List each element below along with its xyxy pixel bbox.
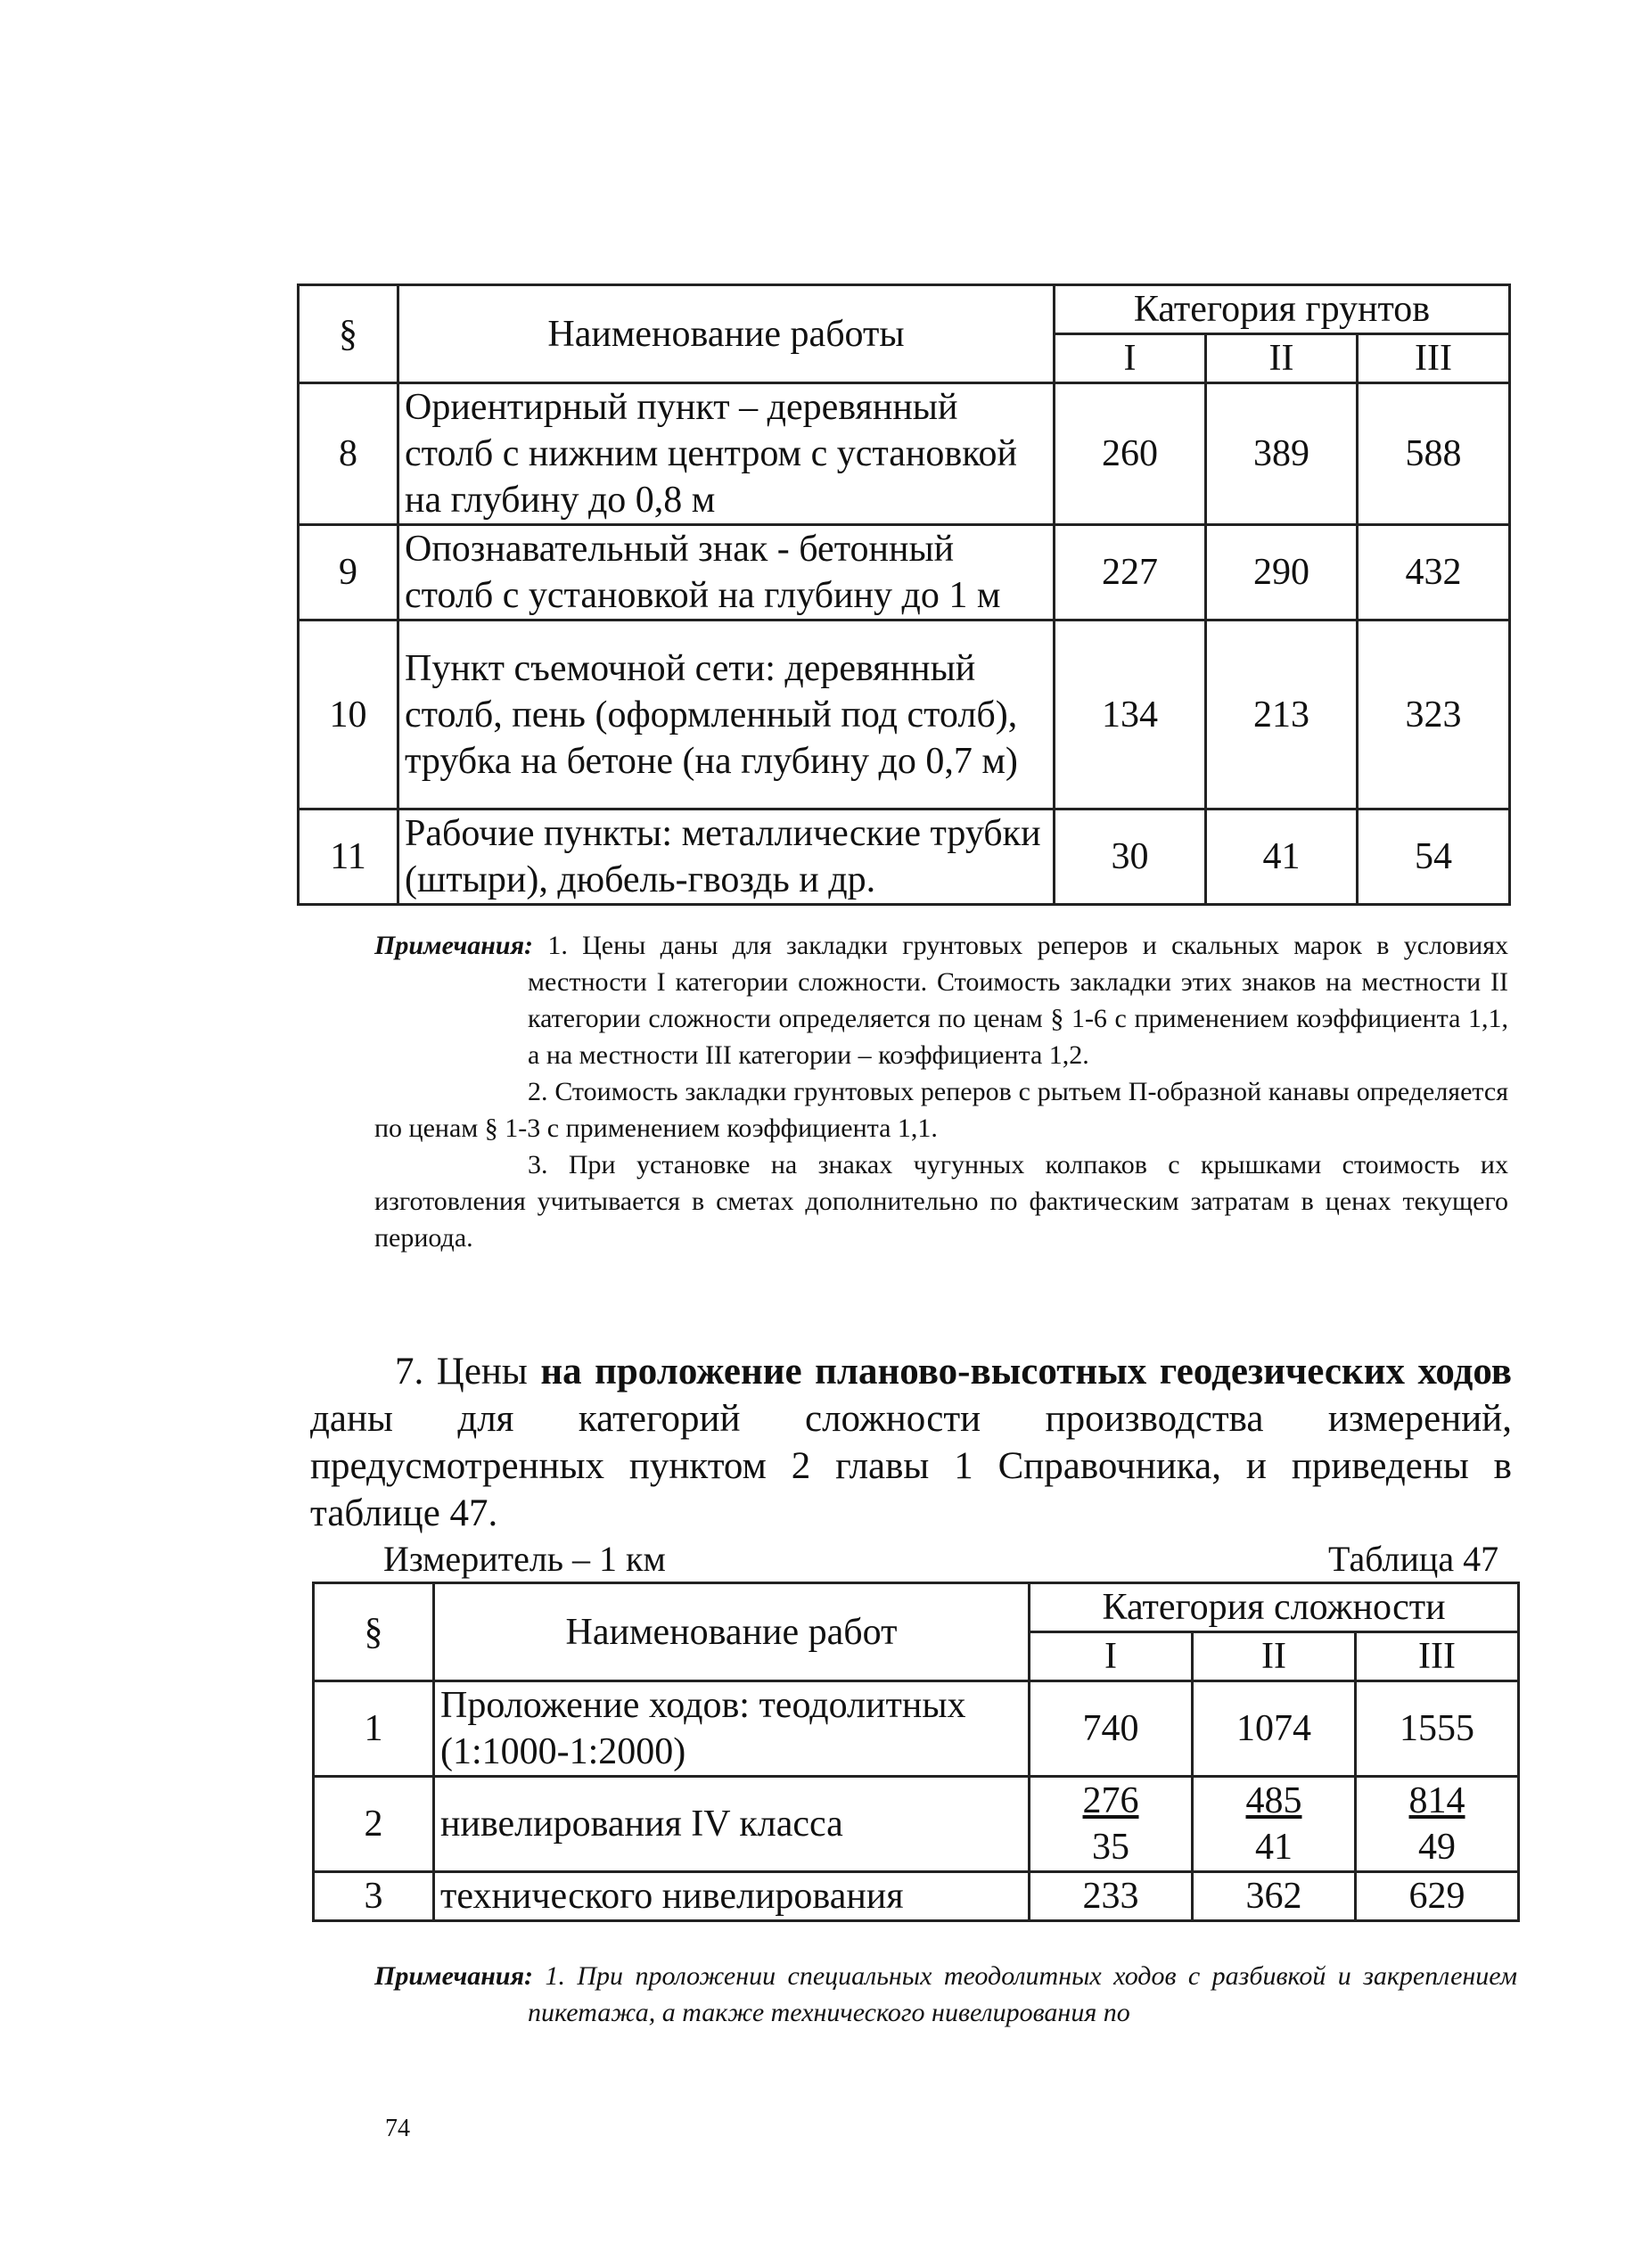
price-cat-ii: 389	[1206, 383, 1358, 525]
table-row	[299, 383, 1510, 525]
category-ii-header: II	[1206, 334, 1358, 383]
price-cat-iii: 629	[1356, 1872, 1519, 1921]
table-row	[314, 1872, 1519, 1921]
price-cat-i: 740	[1030, 1681, 1193, 1777]
note-text: 1. Цены даны для закладки грунтовых реперов и скальных марок в условиях местности I категории сложности. Стоимость закладки этих знаков на местности II категории сложности определяется по ценам § 1-6 с применением коэффициента 1,1, а на местности III категории – коэффициента 1,2.	[528, 931, 1509, 1070]
price-cat-iii: 54	[1358, 809, 1510, 905]
category-iii-header: III	[1356, 1632, 1519, 1681]
notes-label: Примечания:	[374, 1961, 534, 1991]
category-i-header: I	[1030, 1632, 1193, 1681]
table-47	[312, 1582, 1520, 1922]
note-3: 3. При установке на знаках чугунных колпаков с крышками стоимость их изготовления учитывается в сметах дополнительно по фактическим затратам в ценах текущего периода.	[374, 1150, 1508, 1253]
row-number: 9	[299, 525, 398, 620]
table-row	[299, 620, 1510, 809]
price-denominator: 41	[1255, 1827, 1293, 1868]
work-description: Рабочие пункты: металлические трубки (штыри), дюбель-гвоздь и др.	[398, 809, 1055, 905]
price-numerator: 276	[1082, 1780, 1139, 1821]
price-denominator: 49	[1418, 1827, 1457, 1868]
row-number: 8	[299, 383, 398, 525]
notes-block-2	[374, 1958, 1517, 2031]
work-description: Пункт съемочной сети: деревянный столб, пень (оформленный под столб), трубка на бетоне (на глубину до 0,7 м)	[398, 620, 1055, 809]
work-description: Опознавательный знак - бетонный столб с установкой на глубину до 1 м	[398, 525, 1055, 620]
price-cat-i: 233	[1030, 1872, 1193, 1921]
section-sign-header: §	[299, 285, 398, 383]
price-cat-ii: 41	[1206, 809, 1358, 905]
notes-label: Примечания:	[374, 931, 534, 960]
price-cat-i: 227	[1055, 525, 1206, 620]
price-cat-iii: 1555	[1356, 1681, 1519, 1777]
price-cat-ii: 213	[1206, 620, 1358, 809]
table-row	[299, 809, 1510, 905]
price-cat-i: 30	[1055, 809, 1206, 905]
price-numerator: 814	[1408, 1780, 1465, 1821]
page-number: 74	[385, 2115, 410, 2142]
price-cat-ii: 362	[1193, 1872, 1356, 1921]
work-name-header: Наименование работы	[398, 285, 1055, 383]
soil-category-table	[297, 284, 1511, 906]
category-i-header: I	[1055, 334, 1206, 383]
soil-category-header: Категория грунтов	[1055, 285, 1510, 334]
price-cat-i: 134	[1055, 620, 1206, 809]
note-2-1	[374, 1958, 1517, 2031]
section-bold-text: на проложение планово-высотных геодезических ходов	[540, 1351, 1513, 1393]
price-cat-iii: 588	[1358, 383, 1510, 525]
table-caption: Таблица 47	[1328, 1539, 1499, 1579]
price-cat-ii	[1193, 1777, 1356, 1872]
category-ii-header: II	[1193, 1632, 1356, 1681]
price-cat-ii: 1074	[1193, 1681, 1356, 1777]
table-row	[314, 1681, 1519, 1777]
work-description: технического нивелирования	[434, 1872, 1030, 1921]
row-number: 2	[314, 1777, 434, 1872]
row-number: 11	[299, 809, 398, 905]
price-cat-iii: 432	[1358, 525, 1510, 620]
unit-of-measure: Измеритель – 1 км	[383, 1539, 666, 1579]
price-cat-ii: 290	[1206, 525, 1358, 620]
row-number: 10	[299, 620, 398, 809]
work-name-header: Наименование работ	[434, 1583, 1030, 1681]
notes-block	[374, 927, 1508, 1256]
work-description: Ориентирный пункт – деревянный столб с нижним центром с установкой на глубину до 0,8 м	[398, 383, 1055, 525]
price-cat-iii: 323	[1358, 620, 1510, 809]
table-row	[314, 1777, 1519, 1872]
section-body: даны для категорий сложности производства измерений, предусмотренных пунктом 2 главы 1 Справочника, и приведены в таблице 47.	[310, 1398, 1512, 1534]
price-numerator: 485	[1245, 1780, 1302, 1821]
work-description: Проложение ходов: теодолитных (1:1000-1:2000)	[434, 1681, 1030, 1777]
section-lead: Цены	[436, 1351, 528, 1393]
row-number: 3	[314, 1872, 434, 1921]
section-7-paragraph	[310, 1348, 1512, 1537]
section-number: 7.	[395, 1351, 424, 1393]
note-1	[374, 927, 1508, 1073]
note-2: 2. Стоимость закладки грунтовых реперов с рытьем П-образной канавы определяется по ценам § 1-3 с применением коэффициента 1,1.	[374, 1077, 1508, 1143]
price-cat-iii	[1356, 1777, 1519, 1872]
section-sign-header: §	[314, 1583, 434, 1681]
complexity-category-header: Категория сложности	[1030, 1583, 1519, 1632]
price-cat-i	[1030, 1777, 1193, 1872]
table-row	[299, 525, 1510, 620]
category-iii-header: III	[1358, 334, 1510, 383]
note-text: 1. При проложении специальных теодолитных ходов с разбивкой и закреплением пикетажа, а также технического нивелирования по	[528, 1961, 1517, 2027]
work-description: нивелирования IV класса	[434, 1777, 1030, 1872]
row-number: 1	[314, 1681, 434, 1777]
price-denominator: 35	[1092, 1827, 1129, 1868]
price-cat-i: 260	[1055, 383, 1206, 525]
